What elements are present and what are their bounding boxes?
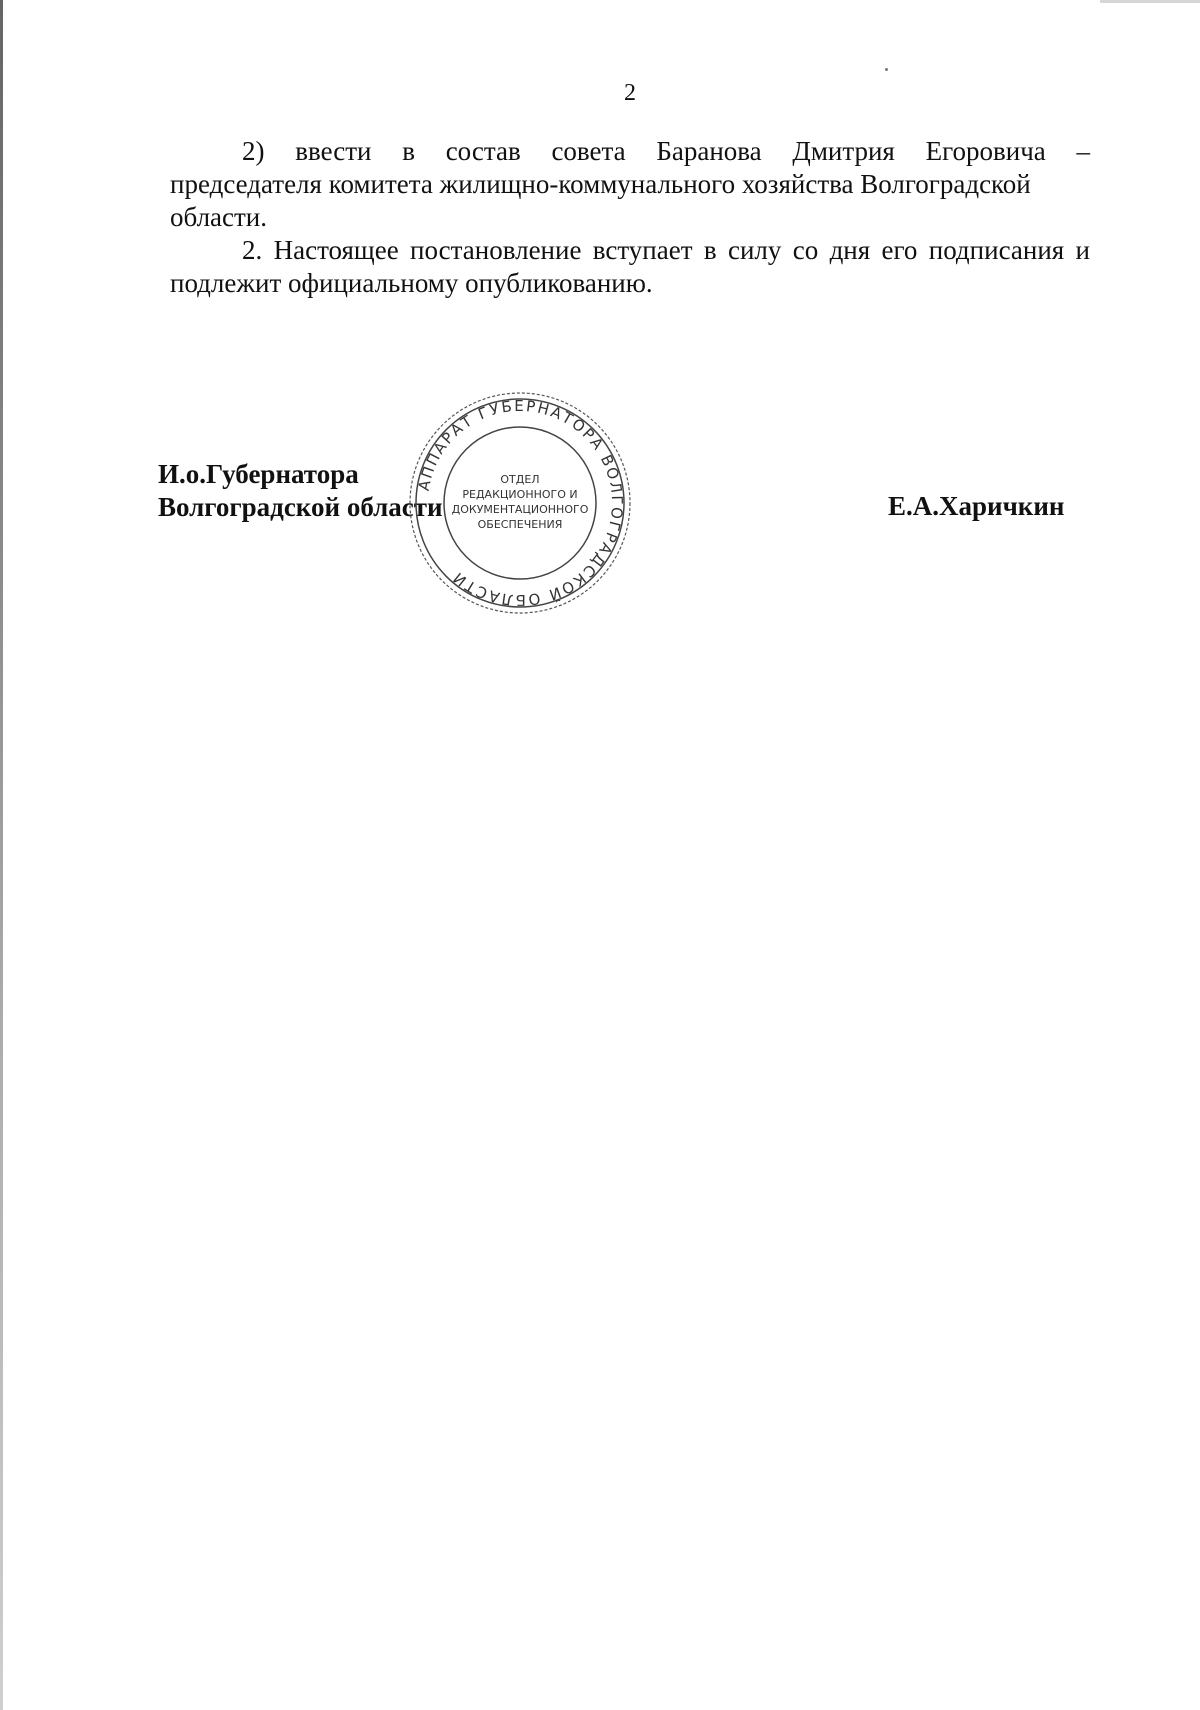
scan-edge-shadow [0, 0, 3, 1710]
official-stamp-icon [405, 388, 635, 618]
page-number: 2 [624, 80, 636, 106]
signatory-position [158, 458, 443, 524]
scan-edge-mark [1100, 0, 1200, 3]
stamp-center-line-2: РЕДАКЦИОННОГО И [462, 488, 578, 501]
stamp-center-line-3: ДОКУМЕНТАЦИОННОГО [451, 503, 589, 516]
signatory-position-line-1: И.о.Губернатора [158, 459, 359, 489]
stamp-center-line-1: ОТДЕЛ [500, 473, 540, 486]
stamp-center-line-4: ОБЕСПЕЧЕНИЯ [477, 518, 563, 531]
signatory-name: Е.А.Харичкин [888, 491, 1065, 521]
document-body [170, 135, 1090, 327]
signatory-position-line-2: Волгоградской области [158, 492, 443, 522]
paragraph-2: 2. Настоящее постановление вступает в силу со дня его подписания и подлежит официальному опубликованию. [170, 235, 1090, 298]
paragraph-1-continuation: председателя комитета жилищно-коммунального хозяйства Волгоградской области. [170, 169, 1031, 232]
paragraph-1-first-line: 2) ввести в состав совета Баранова Дмитрия Егоровича – [242, 136, 1090, 166]
stamp-outer-ring-text: АППАРАТ ГУБЕРНАТОРА ВОЛГОГРАДСКОЙ ОБЛАСТИ [414, 396, 627, 610]
scan-speck [885, 68, 888, 71]
